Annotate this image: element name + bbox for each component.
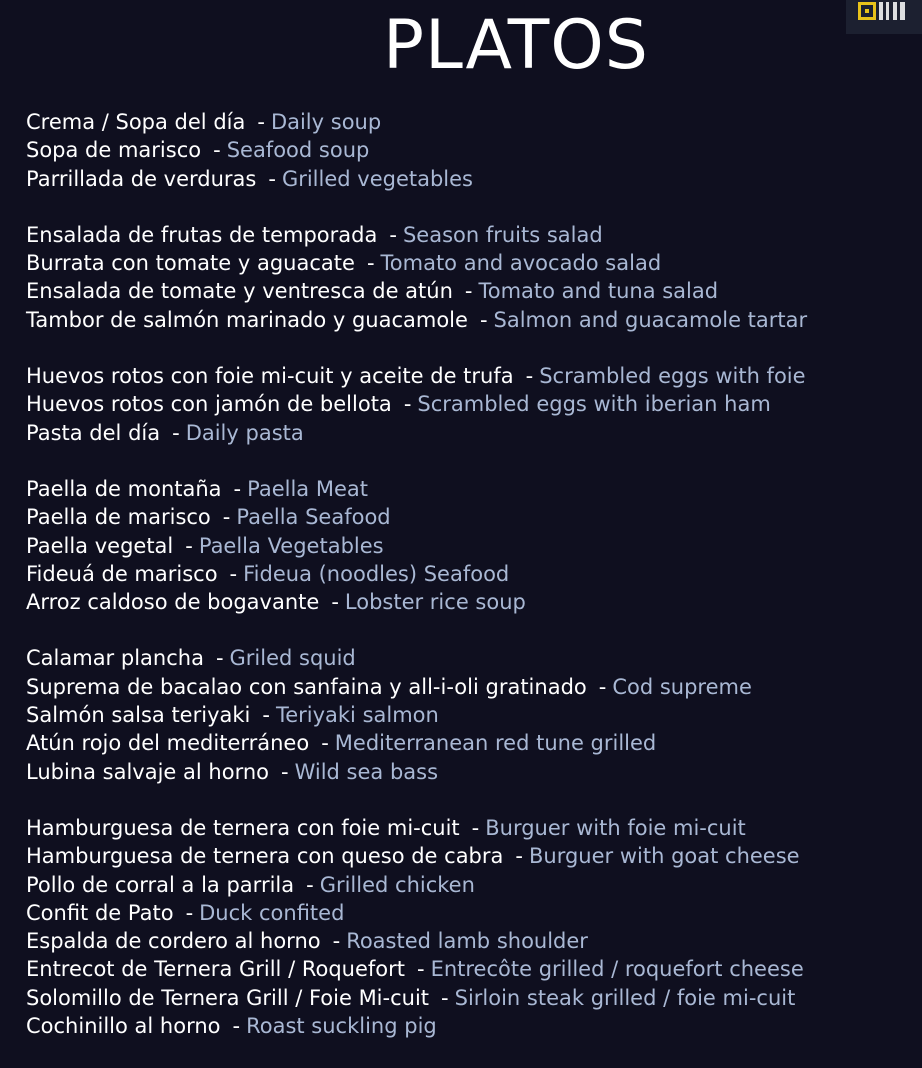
dish-separator: - bbox=[268, 166, 276, 191]
dish-name-english: Griled squid bbox=[229, 646, 356, 671]
dish-separator: - bbox=[281, 759, 289, 784]
dish-separator: - bbox=[262, 703, 270, 728]
dish-name-english: Fideua (noodles) Seafood bbox=[243, 561, 510, 586]
dish-separator: - bbox=[471, 815, 480, 840]
dish-name-spanish: Salmón salsa teriyaki bbox=[26, 703, 251, 728]
dish-name-english: Daily soup bbox=[270, 110, 382, 134]
dish-item bbox=[26, 758, 916, 786]
dish-item bbox=[26, 136, 916, 164]
dish-name-english: Seafood soup bbox=[226, 138, 370, 163]
dish-item bbox=[26, 729, 916, 757]
dish-item bbox=[26, 814, 916, 842]
qr-pattern-icon bbox=[879, 2, 905, 20]
dish-item bbox=[26, 390, 916, 418]
dish-separator: - bbox=[515, 844, 523, 869]
dish-name-english: Roasted lamb shoulder bbox=[346, 929, 588, 954]
dish-name-english: Burguer with foie mi-cuit bbox=[485, 815, 746, 840]
dish-separator: - bbox=[464, 279, 473, 304]
dish-item bbox=[26, 165, 916, 193]
dish-item bbox=[26, 419, 916, 447]
dish-name-english: Tomato and avocado salad bbox=[380, 251, 662, 276]
dish-name-spanish: Burrata con tomate y aguacate bbox=[26, 251, 355, 276]
dish-name-english: Grilled vegetables bbox=[281, 166, 473, 191]
dish-name-english: Paella Vegetables bbox=[198, 533, 384, 558]
dish-group bbox=[26, 108, 916, 193]
dish-item bbox=[26, 560, 916, 588]
dish-name-spanish: Sopa de marisco bbox=[26, 138, 202, 163]
dish-name-english: Wild sea bass bbox=[294, 759, 439, 784]
dish-item bbox=[26, 503, 916, 531]
dish-item bbox=[26, 108, 916, 136]
dish-name-spanish: Ensalada de tomate y ventresca de atún bbox=[26, 279, 453, 304]
dish-name-spanish: Entrecot de Ternera Grill / Roquefort bbox=[26, 957, 405, 982]
dish-separator: - bbox=[525, 364, 534, 389]
dish-separator: - bbox=[229, 561, 238, 586]
dish-name-english: Roast suckling pig bbox=[246, 1014, 437, 1039]
dish-name-english: Scrambled eggs with foie bbox=[539, 364, 806, 389]
dish-separator: - bbox=[232, 1014, 241, 1039]
dish-item bbox=[26, 701, 916, 729]
dish-name-english: Sirloin steak grilled / foie mi-cuit bbox=[454, 985, 796, 1010]
qr-code-icon bbox=[846, 0, 922, 34]
dish-separator: - bbox=[321, 731, 329, 756]
qr-finder-icon bbox=[858, 2, 876, 20]
dish-name-spanish: Paella de marisco bbox=[26, 505, 211, 530]
dish-separator: - bbox=[213, 138, 221, 163]
dish-name-english: Paella Seafood bbox=[236, 505, 391, 530]
dish-name-english: Burguer with goat cheese bbox=[528, 844, 800, 869]
dish-item bbox=[26, 588, 916, 616]
dish-name-english: Season fruits salad bbox=[402, 222, 603, 247]
dish-group bbox=[26, 644, 916, 785]
dish-name-english: Tomato and tuna salad bbox=[478, 279, 719, 304]
dish-name-spanish: Huevos rotos con foie mi-cuit y aceite de trufa bbox=[26, 364, 514, 389]
menu-title: PLATOS bbox=[383, 6, 649, 85]
dish-name-spanish: Parrillada de verduras bbox=[26, 166, 257, 191]
dish-name-english: Mediterranean red tune grilled bbox=[334, 731, 657, 756]
dish-name-english: Lobster rice soup bbox=[344, 590, 526, 615]
dish-separator: - bbox=[332, 929, 341, 954]
dish-name-english: Teriyaki salmon bbox=[275, 703, 439, 728]
dish-name-english: Duck confited bbox=[199, 900, 345, 925]
dish-separator: - bbox=[331, 590, 339, 615]
dish-separator: - bbox=[441, 985, 449, 1010]
dish-name-spanish: Calamar plancha bbox=[26, 646, 204, 671]
dish-separator: - bbox=[233, 476, 242, 501]
dish-name-spanish: Tambor de salmón marinado y guacamole bbox=[26, 307, 468, 332]
dish-item bbox=[26, 306, 916, 334]
dish-group bbox=[26, 814, 916, 1040]
dish-name-english: Paella Meat bbox=[247, 476, 368, 501]
dish-name-spanish: Arroz caldoso de bogavante bbox=[26, 590, 320, 615]
dish-separator: - bbox=[389, 222, 397, 247]
dish-group bbox=[26, 221, 916, 334]
dish-separator: - bbox=[598, 674, 607, 699]
dish-name-spanish: Paella de montaña bbox=[26, 476, 222, 501]
dish-name-spanish: Atún rojo del mediterráneo bbox=[26, 731, 310, 756]
dish-name-spanish: Hamburguesa de ternera con foie mi-cuit bbox=[26, 815, 460, 840]
dish-name-spanish: Paella vegetal bbox=[26, 533, 174, 558]
dish-name-spanish: Suprema de bacalao con sanfaina y all-i-oli gratinado bbox=[26, 674, 587, 699]
dish-item bbox=[26, 842, 916, 870]
dish-item bbox=[26, 1012, 916, 1040]
dish-name-spanish: Fideuá de marisco bbox=[26, 561, 218, 586]
dish-name-english: Cod supreme bbox=[612, 674, 752, 699]
dish-item bbox=[26, 532, 916, 560]
dish-item bbox=[26, 871, 916, 899]
dish-name-spanish: Espalda de cordero al horno bbox=[26, 929, 321, 954]
dish-separator: - bbox=[479, 307, 488, 332]
dish-item bbox=[26, 277, 916, 305]
dish-name-spanish: Solomillo de Ternera Grill / Foie Mi-cuit bbox=[26, 985, 430, 1010]
dish-item bbox=[26, 673, 916, 701]
dish-name-spanish: Cochinillo al horno bbox=[26, 1014, 221, 1039]
dish-item bbox=[26, 362, 916, 390]
dish-name-english: Salmon and guacamole tartar bbox=[493, 307, 808, 332]
dish-separator: - bbox=[172, 420, 180, 445]
dish-name-spanish: Pollo de corral a la parrila bbox=[26, 872, 295, 897]
dish-name-spanish: Confit de Pato bbox=[26, 900, 174, 925]
dish-item bbox=[26, 221, 916, 249]
dish-item bbox=[26, 644, 916, 672]
dish-separator: - bbox=[257, 110, 265, 134]
dish-list bbox=[26, 108, 916, 1068]
dish-name-spanish: Lubina salvaje al horno bbox=[26, 759, 269, 784]
dish-item bbox=[26, 984, 916, 1012]
dish-group bbox=[26, 475, 916, 616]
dish-name-english: Entrecôte grilled / roquefort cheese bbox=[430, 957, 804, 982]
dish-name-spanish: Crema / Sopa del día bbox=[26, 110, 246, 134]
dish-item bbox=[26, 927, 916, 955]
dish-item bbox=[26, 899, 916, 927]
dish-group bbox=[26, 362, 916, 447]
dish-separator: - bbox=[185, 900, 194, 925]
dish-separator: - bbox=[306, 872, 314, 897]
dish-item bbox=[26, 249, 916, 277]
dish-name-english: Daily pasta bbox=[185, 420, 304, 445]
dish-separator: - bbox=[403, 392, 412, 417]
dish-item bbox=[26, 475, 916, 503]
dish-name-spanish: Huevos rotos con jamón de bellota bbox=[26, 392, 392, 417]
dish-name-spanish: Hamburguesa de ternera con queso de cabra bbox=[26, 844, 504, 869]
dish-separator: - bbox=[366, 251, 375, 276]
dish-separator: - bbox=[185, 533, 193, 558]
dish-name-spanish: Pasta del día bbox=[26, 420, 161, 445]
dish-separator: - bbox=[416, 957, 425, 982]
dish-name-spanish: Ensalada de frutas de temporada bbox=[26, 222, 378, 247]
dish-separator: - bbox=[215, 646, 224, 671]
dish-name-english: Scrambled eggs with iberian ham bbox=[417, 392, 771, 417]
dish-name-english: Grilled chicken bbox=[319, 872, 475, 897]
dish-item bbox=[26, 955, 916, 983]
dish-separator: - bbox=[222, 505, 231, 530]
